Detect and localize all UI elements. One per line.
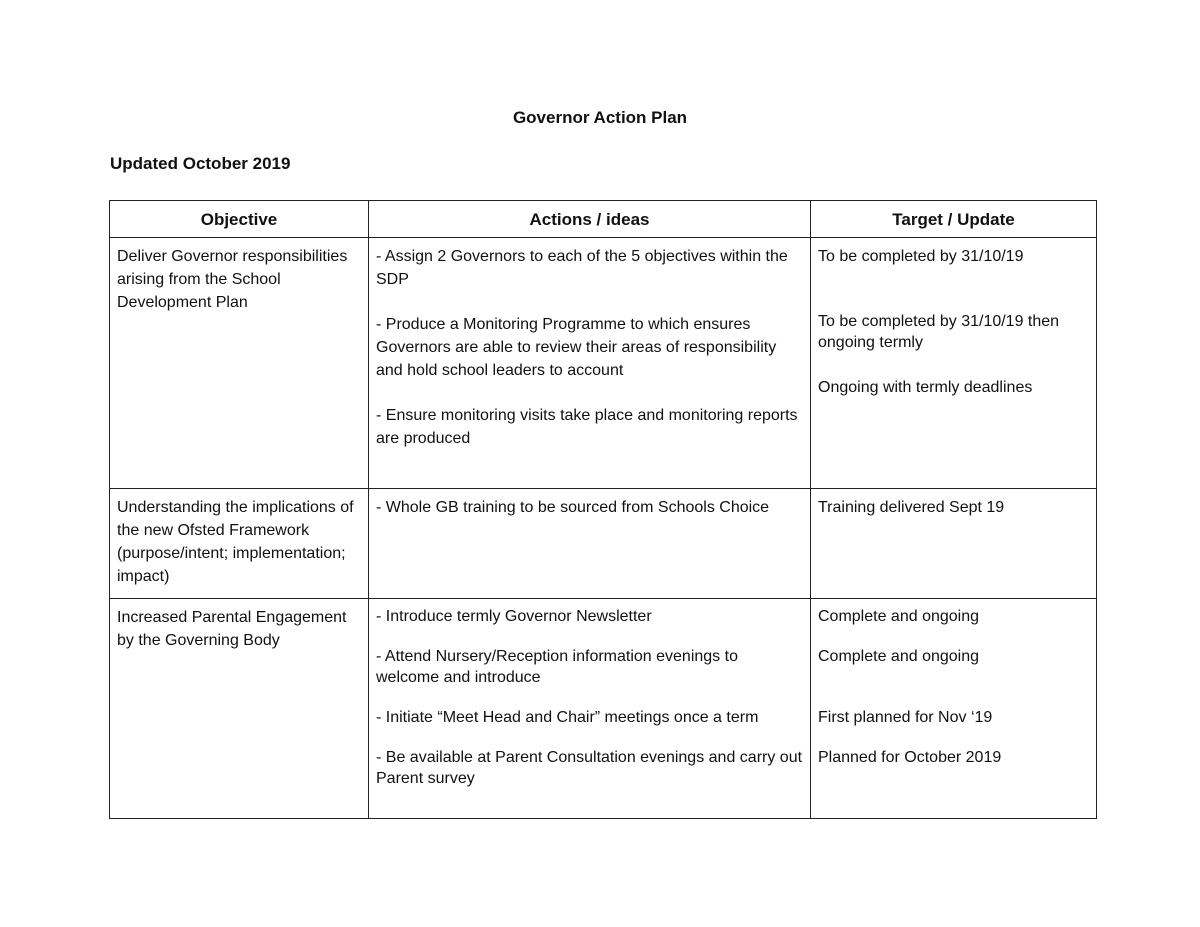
action-item: - Assign 2 Governors to each of the 5 objectives within the SDP	[376, 248, 788, 288]
action-item: - Initiate “Meet Head and Chair” meetings once a term	[376, 709, 759, 726]
target-item: Training delivered Sept 19	[818, 499, 1005, 516]
objective-text: Increased Parental Engagement by the Governing Body	[117, 609, 347, 649]
actions-cell	[369, 489, 811, 599]
action-item: - Ensure monitoring visits take place and monitoring reports are produced	[376, 407, 798, 447]
target-cell	[811, 489, 1097, 599]
action-item: - Attend Nursery/Reception information evenings to welcome and introduce	[376, 648, 738, 686]
table-row	[110, 489, 1097, 599]
objective-text: Understanding the implications of the new Ofsted Framework (purpose/intent; implementation; impact)	[117, 499, 354, 585]
header-actions: Actions / ideas	[369, 201, 811, 238]
updated-date: Updated October 2019	[110, 154, 291, 173]
actions-cell	[369, 599, 811, 819]
table-row	[110, 238, 1097, 489]
target-item: To be completed by 31/10/19 then ongoing termly	[818, 313, 1060, 351]
action-plan-table	[109, 200, 1097, 819]
actions-cell	[369, 238, 811, 489]
header-objective: Objective	[110, 201, 369, 238]
target-item: Ongoing with termly deadlines	[818, 379, 1033, 396]
target-item: Complete and ongoing	[818, 648, 980, 665]
target-item: First planned for Nov ‘19	[818, 709, 993, 726]
objective-text: Deliver Governor responsibilities arising from the School Development Plan	[117, 248, 348, 311]
action-item: - Whole GB training to be sourced from Schools Choice	[376, 499, 770, 516]
table-row	[110, 599, 1097, 819]
page-title: Governor Action Plan	[512, 108, 688, 127]
action-item: - Be available at Parent Consultation evenings and carry out Parent survey	[376, 749, 803, 787]
objective-cell	[110, 489, 369, 599]
objective-cell	[110, 599, 369, 819]
target-cell	[811, 238, 1097, 489]
target-item: To be completed by 31/10/19	[818, 248, 1024, 265]
objective-cell	[110, 238, 369, 489]
table-header-row	[110, 201, 1097, 238]
action-item: - Introduce termly Governor Newsletter	[376, 608, 652, 625]
target-item: Planned for October 2019	[818, 749, 1002, 766]
header-target: Target / Update	[811, 201, 1097, 238]
target-cell	[811, 599, 1097, 819]
action-item: - Produce a Monitoring Programme to which ensures Governors are able to review their areas of responsibility and hold school leaders to account	[376, 316, 777, 379]
target-item: Complete and ongoing	[818, 608, 980, 625]
